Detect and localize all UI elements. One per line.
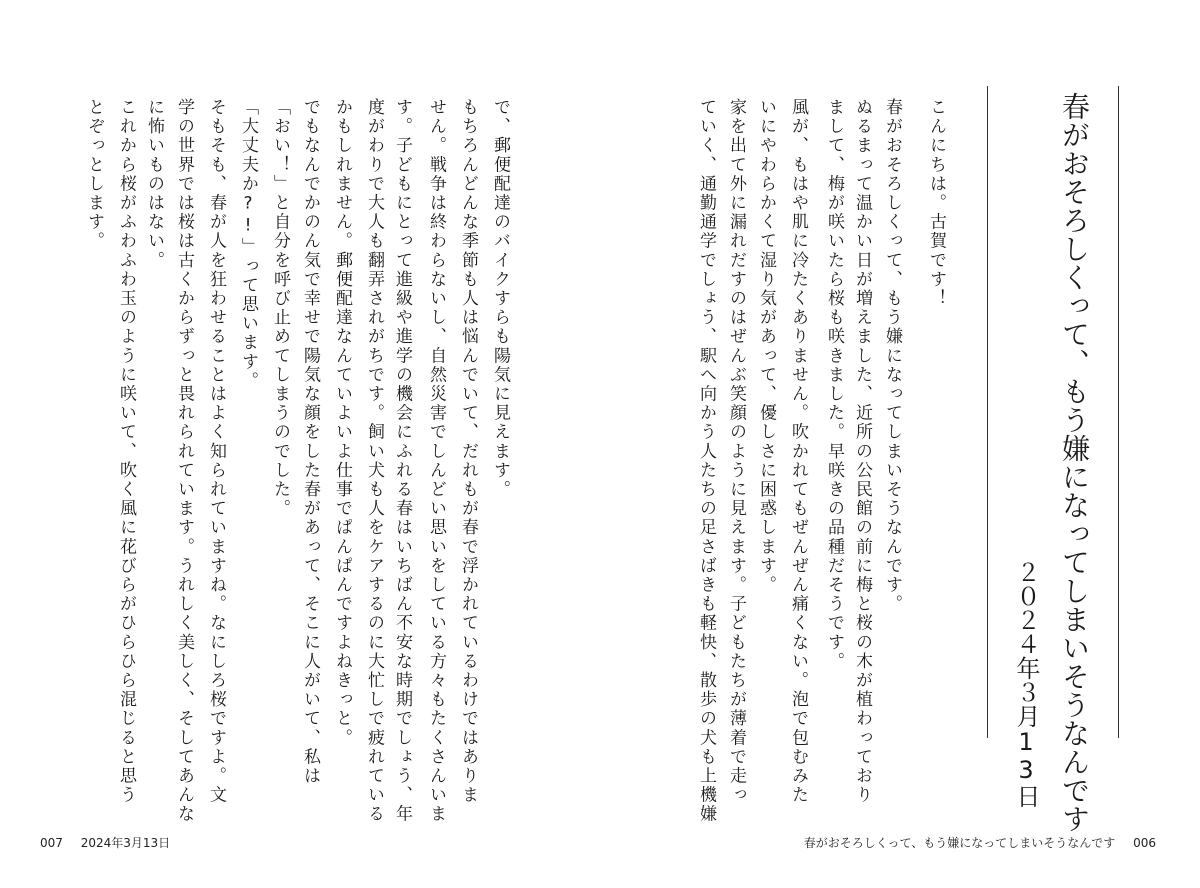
body-line: ていく、通勤通学でしょう、駅へ向かう人たちの足さばきも軽快、散歩の犬も上機嫌 [696,98,716,824]
body-line: いにやわらかくて湿り気があって、優しさに困惑します。 [756,98,776,595]
body-line: かもしれません。郵便配達なんていよいよ仕事でぱんぱんですよねきっと。 [332,98,352,748]
body-line: 度がわりで大人も翻弄されがちです。飼い犬も人をケアするのに大忙しで疲れている [364,98,384,824]
body-line: に怖いものはない。 [144,98,164,270]
body-line: ぬるまって温かい日が増えました、近所の公民館の前に梅と桜の木が植わっており [852,98,872,805]
page-number-right: 006 [1133,836,1156,850]
body-line: 風が、もはや肌に冷たくありません。吹かれてもぜんぜん痛くない。泡で包むみた [788,98,808,805]
body-line: 「大丈夫か?!」って思います。 [238,98,258,391]
title-frame [987,86,1119,833]
body-line: とぞっとします。 [84,98,104,251]
article-title: 春がおそろしくって、もう嫌になってしまいそうなんです [1058,92,1091,833]
body-line: す。子どもにとって進級や進学の機会にふれる春はいちばん不安な時期でしょう、年 [392,98,412,824]
body-line: まして、梅が咲いたら桜も咲きました。早咲きの品種だそうです。 [824,98,844,671]
body-line: これから桜がふわふわ玉のように咲いて、吹く風に花びらがひらひら混じると思う [116,98,136,805]
body-line: もちろんどんな季節も人は悩んでいて、だれもが春で浮かれているわけではありま [458,98,478,805]
body-line: 「おい！」と自分を呼び止めてしまうのでした。 [270,98,290,519]
article-date: ２０２４年３月13日 [1012,560,1040,808]
body-line: でもなんでかのん気で幸せで陽気な顔をした春があって、そこに人がいて、私は [300,98,320,786]
body-line: 家を出て外に漏れだすのはぜんぶ笑顔のように見えます。子どもたちが薄着で走っ [726,98,746,805]
footer-title: 春がおそろしくって、もう嫌になってしまいそうなんです [803,836,1116,850]
footer-right [790,834,1156,851]
body-line: 春がおそろしくって、もう嫌になってしまいそうなんです。 [882,98,902,614]
footer-left [40,834,184,851]
footer-date: 2024年3月13日 [80,836,171,850]
body-line: こんにちは。古賀です！ [926,98,946,309]
body-line: せん。戦争は終わらないし、自然災害でしんどい思いをしている方々もたくさんいま [426,98,446,824]
body-line: そもそも、春が人を狂わせることはよく知られていますね。なにしろ桜ですよ。文 [206,98,226,805]
body-line: 学の世界では桜は古くからずっと畏れられています。うれしく美しく、そしてあんな [174,98,194,824]
body-line: で、郵便配達のバイクすらも陽気に見えます。 [490,98,510,500]
page-number-left: 007 [40,836,63,850]
